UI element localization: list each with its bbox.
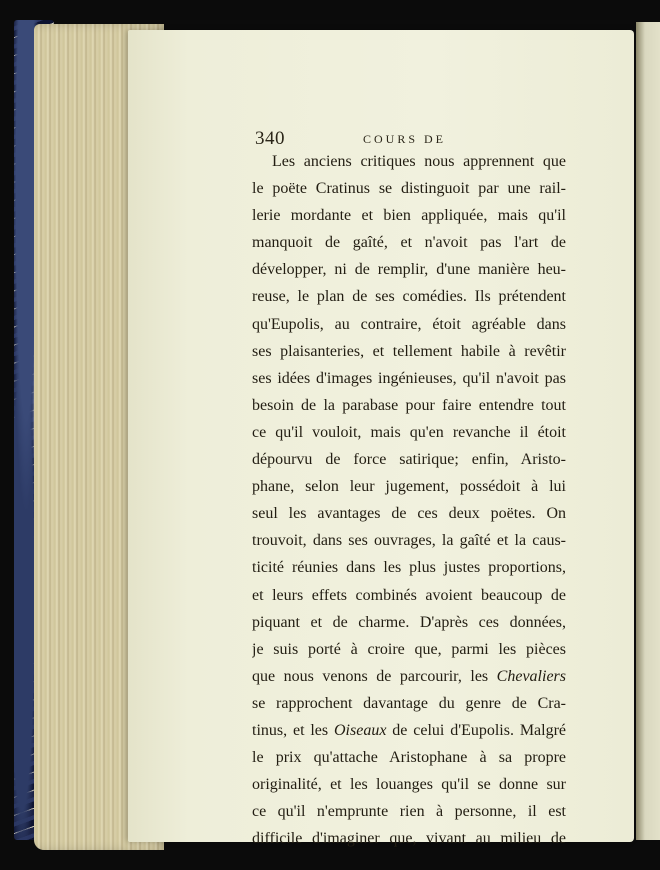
text-line: Les anciens critiques nous apprennent que: [272, 153, 566, 170]
text-run: tinus, et les: [252, 721, 329, 739]
text-line: le poëte Cratinus se distinguoit par une rail-: [252, 180, 566, 198]
text-line: le prix qu'attache Aristophane à sa propre: [252, 749, 566, 767]
text-line: je suis porté à croire que, parmi les pièces: [252, 640, 566, 658]
text-line: ce qu'il n'emprunte rien à personne, il est: [252, 803, 566, 821]
running-head: COURS DE: [363, 132, 447, 146]
body-text: [252, 148, 566, 852]
text-line: ses plaisanteries, et tellement habile à revêtir: [252, 342, 566, 360]
text-line: qu'Eupolis, au contraire, étoit agréable dans: [252, 315, 566, 333]
text-line: besoin de la parabase pour faire entendre tout: [252, 396, 566, 414]
text-line: manquoit de gaîté, et n'avoit pas l'art de: [252, 234, 566, 252]
page-number: 340: [255, 128, 285, 149]
text-run: de celui d'Eupolis. Malgré: [392, 721, 566, 739]
text-line: trouvoit, dans ses ouvrages, la gaîté et la caus-: [252, 532, 566, 550]
text-line: se rapprochent davantage du genre de Cra-: [252, 694, 566, 712]
text-line: ce qu'il vouloit, mais qu'en revanche il étoit: [252, 423, 566, 441]
text-line: lerie mordante et bien appliquée, mais qu'il: [252, 207, 566, 225]
text-line: difficile d'imaginer que, vivant au milieu de: [252, 830, 566, 848]
text-line: dépourvu de force satirique; enfin, Aristo-: [252, 451, 566, 469]
italic-title-chevaliers: Chevaliers: [496, 667, 566, 685]
text-line: ses idées d'images ingénieuses, qu'il n'avoit pas: [252, 369, 566, 387]
facing-page: [636, 22, 660, 840]
text-line: phane, selon leur jugement, possédoit à lui: [252, 478, 566, 496]
text-run: que nous venons de parcourir, les: [252, 667, 489, 685]
italic-title-oiseaux: Oiseaux: [334, 721, 387, 739]
text-line: reuse, le plan de ses comédies. Ils prétendent: [252, 288, 566, 306]
text-line: développer, ni de remplir, d'une manière heu-: [252, 261, 566, 279]
text-line: ticité réunies dans les plus justes proportions,: [252, 559, 566, 577]
text-line: [252, 663, 566, 690]
text-line: originalité, et les louanges qu'il se donne sur: [252, 776, 566, 794]
text-line: piquant et de charme. D'après ces données,: [252, 613, 566, 631]
text-line: et leurs effets combinés avoient beaucoup de: [252, 586, 566, 604]
text-line: [252, 717, 566, 744]
text-line: seul les avantages de ces deux poëtes. On: [252, 505, 566, 523]
